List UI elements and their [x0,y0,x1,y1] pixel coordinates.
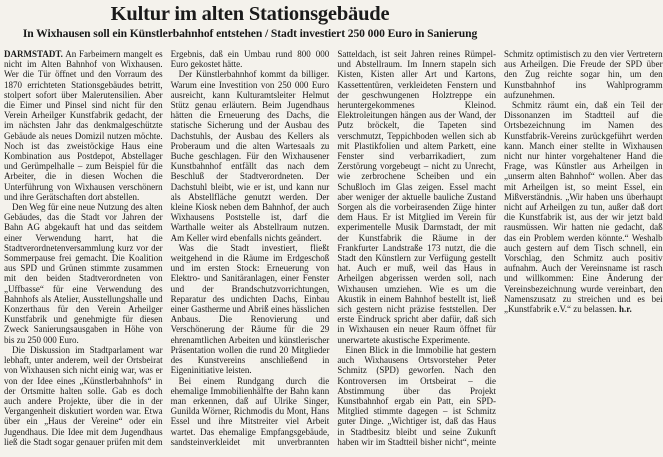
paragraph-5: Was die Stadt investiert, fließt weitgehend in die Räume im Erdgeschoß und im ersten Stock: Erneuerung von Elektro- und Sanitäranlagen, einer Fenster und der Brandschutzvorrichtungen, Reparatur des undichten Dachs, Einbau einer Gastherme und Abriß eines hässlichen Anbaus. Die Renovierung und Verschönerung der Räume für die 29 ehrenamtlichen Arbeiten und künstlerischer Präsentation wollen die rund 20 Mitglieder des Kunstvereins anschließend in Eigeninitiative leisten. [170,242,330,376]
author-initials: h.r. [619,304,632,315]
paragraph-3: Die Diskussion im Stadtparlament war lebhaft, unter anderem, weil der Ortsbeirat von Wixhausen sich nicht einig war, was er von der Idee eines „Künstlerbahnhofs“ in der Ortsmitte halten solle. Gab es doch auch andere Projekte, über die in der Vergangenheit diskutiert worden war. Etwa über ein „Haus der Vereine“ oder ein Jugendhaus. Die Idee mit dem Jugendhaus ließ die Stadt sogar genauer prüfen mit dem Ergebnis, daß ein Umbau rund 800 000 Euro gekostet hätte. [4,49,330,447]
paragraph-8 [504,100,663,314]
paragraph-6: Bei einem Rundgang durch die ehemalige Immobilienhälfte der Bahn kann man erkennen, daß auf Ulrike Singer, Gunilda Wörner, Richmodis du Mont, Hans Essel und ihre Mitstreiter viel Arbeit wartet. Das ehemalige Empfangsgebäude, sandsteinverkleidet mit unverbrannten Satteldach, ist seit Jahren reines Rümpel- und Abstellraum. Im Innern stapeln sich Kisten, Kisten aller Art und Kartons, Kassettentüren, verkleideten Fenstern und der geschwungenen Holztreppe ein heruntergekommenes Kleinod. Elektroleitungen hängen aus der Wand, der Putz bröckelt, die Tapeten sind verschmutzt, Teppichboden wellen sich ab mit Plastikfolien und altem Parkett, eine Fenster sind verbarrikadiert, zum Zerstörung vorgebeugt – nicht zu Unrecht, wie zerbrochene Scheiben und ein Schußloch im Glas zeigen. Essel macht aber weniger der aktuelle bauliche Zustand Sorgen als die vorbeirasenden Züge hinter dem Haus. Er ist Mitglied im Verein für experimentelle Musik Darmstadt, der mit der Kunstfabrik die Räume in der Frankfurter Landstraße 173 nutzt, die die Stadt den Künstlern zur Verfügung gestellt hat. Auch er muß, weil das Haus in Arheilgen abgerissen werden soll, nach Wixhausen umziehen. Wie es um die Akustik in einem Bahnhof bestellt ist, ließ sich gestern nicht präzise feststellen. Der erste Eindruck spricht aber dafür, daß sich in Wixhausen ein neuer Raum öffnet für unerwartete akustische Experimente. [170,49,496,447]
paragraph-1-text: An Farbeimern mangelt es nicht im Alten Bahnhof von Wixhausen. Wer die Tür öffnet und den Vorraum des 1870 errichteten Stationsgebäudes betritt, stolpert sofort über Malerutensilien. Aber die Eimer und Pinsel sind nicht für den Verein Arheilger Kunstfabrik gedacht, der im nächsten Jahr das denkmalgeschützte Gebäude als neues Domizil nutzen möchte. Noch ist das zweistöckige Haus eine Kombination aus Postdepot, Abstellager und Gerümpelhalle – zum Beispiel für die Arbeiter, die in diesen Wochen die Unterführung von Wixhausen verschönern und ihre Gerätschaften dort abstellen. [4,49,163,202]
newspaper-page [0,3,663,457]
dateline: DARMSTADT. [4,49,63,59]
subheadline: In Wixhausen soll ein Künstlerbahnhof entstehen / Stadt investiert 250 000 Euro in Sanierung [22,27,478,40]
paragraph-7: Einen Blick in die Immobilie hat gestern auch Wixhausens Ortsvorsteher Peter Schmitz (SPD) geworfen. Nach den Kontroversen im Ortsbeirat – die Abstimmung über das Projekt Kunstbahnhof ergab ein Patt, ein SPD-Mitglied stimmte dagegen – ist Schmitz guter Dinge. „Wichtiger ist, daß das Haus in Stadtbesitz bleibt und seine Zukunft haben wir im Stadtteil bisher nicht“, meinte Schmitz optimistisch zu den vier Vertretern aus Arheilgen. Die Freude der SPD über den Zug reichte sogar hin, um den Kunstbahnhof ins Wahlprogramm aufzunehmen. [337,49,663,447]
paragraph-4: Der Künstlerbahnhof kommt da billiger. Warum eine Investition von 250 000 Euro ausreicht, kann Kulturamtsleiter Helmut Stütz genau erläutern. Beim Jugendhaus hätten die Erneuerung des Dachs, die statische Sicherung und der Ausbau des Dachstuhls, der Ausbau des Kellers als Proberaum und die alten Wartesaals zu Buche geschlagen. Für den Wixhausener Kunstbahnhof entfällt das nach dem Beschluß der Stadtverordneten. Der Dachstuhl bleibt, wie er ist, und kann nur als Abstellfläche genutzt werden. Der kleine Kiosk neben dem Bahnhof, der auch Wixhausens Poststelle ist, darf die Warthalle weiter als Abstellraum nutzen. Am Keller wird ebenfalls nichts geändert. [170,69,330,243]
article-body [4,49,663,455]
paragraph-2: Den Weg für eine neue Nutzung des alten Gebäudes, das die Stadt vor Jahren der Bahn AG abgekauft hat und das seitdem einer Verwendung harrt, hat die Stadtverordnetenversammlung kurz vor der Sommerpause frei gemacht. Die Koalition aus SPD und Grünen stimmte zusammen mit den beiden Stadtverordneten von „Uffbasse“ für eine Verwendung des Bahnhofs als Atelier, Ausstellungshalle und Konzerthaus für den Verein Arheilger Kunstfabrik und genehmigte für diesen Zweck Sanierungsausgaben in Höhe von bis zu 250 000 Euro. [4,202,163,345]
headline: Kultur im alten Stationsgebäude [110,3,390,25]
paragraph-8-text: Schmitz räumt ein, daß ein Teil der Dissonanzen im Stadtteil auf die Ortsbezeichnung im Namen des Kunstfabrik-Vereins zurückgeführt werden kann. Manch einer stellte in Wixhausen nicht nur hinter vorgehaltener Hand die Frage, was Künstler aus Arheilgen in „unserm alten Bahnhof“ wollen. Aber das mit Arheilgen ist, so meint Essel, ein Mißverständnis. „Wir haben uns überhaupt nicht auf Arheilgen zu tun, außer daß dort die Kunstfabrik ist, aus der wir jetzt bald rausmüssen. Wir hatten nie gedacht, daß das ein Problem werden könnte.“ Weshalb auch gestern auf dem Tisch schnell, ein Vorschlag, den Schmitz auch positiv aufnahm. Auch der Vereinsname ist rasch und willkommen: Eine Änderung der Vereinsbezeichnung wurde vereinbart, den Namenszusatz zu streichen und es bei „Kunstfabrik e.V.“ zu belassen. [503,100,663,315]
paragraph-1 [4,49,163,202]
